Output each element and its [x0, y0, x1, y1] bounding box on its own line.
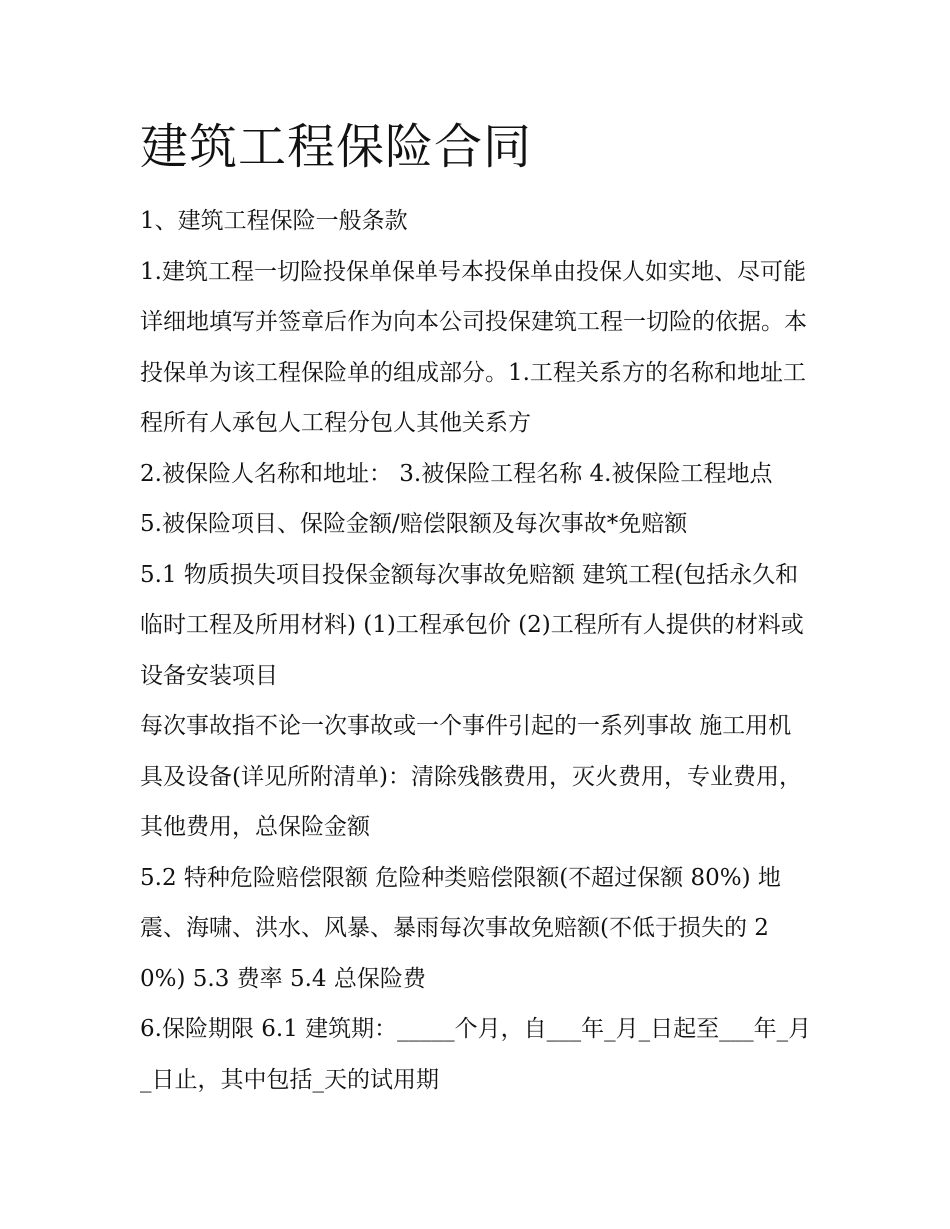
paragraph-insurance-period: 6.保险期限 6.1 建筑期：_____个月，自___年_月_日起至___年_月_日止，其中包括_天的试用期 [140, 1016, 812, 1093]
paragraph-insured-items: 5.被保险项目、保险金额/赔偿限额及每次事故*免赔额 [140, 511, 688, 537]
paragraph-special-risks: 5.2 特种危险赔偿限额 危险种类赔偿限额(不超过保额 80%) 地震、海啸、洪水、风暴、暴雨每次事故免赔额(不低于损失的 20%) 5.3 费率 5.4 总保险费 [140, 864, 781, 992]
paragraph-per-accident: 每次事故指不论一次事故或一个事件引起的一系列事故 施工用机具及设备(详见所附清单)：清除残骸费用，灭火费用，专业费用，其他费用，总保险金额 [140, 713, 802, 840]
document-body [140, 196, 812, 1105]
document-title: 建筑工程保险合同 [140, 119, 533, 175]
section-heading: 1、建筑工程保险一般条款 [140, 208, 408, 234]
paragraph-insured-info: 2.被保险人名称和地址： 3.被保险工程名称 4.被保险工程地点 [140, 460, 773, 487]
paragraph-application-form: 1.建筑工程一切险投保单保单号本投保单由投保人如实地、尽可能详细地填写并签章后作为向本公司投保建筑工程一切险的依据。本投保单为该工程保险单的组成部分。1.工程关系方的名称和地址工程所有人承包人工程分包人其他关系方 [140, 258, 807, 436]
paragraph-material-damage: 5.1 物质损失项目投保金额每次事故免赔额 建筑工程(包括永久和临时工程及所用材料) (1)工程承包价 (2)工程所有人提供的材料或设备安装项目 [140, 561, 804, 689]
